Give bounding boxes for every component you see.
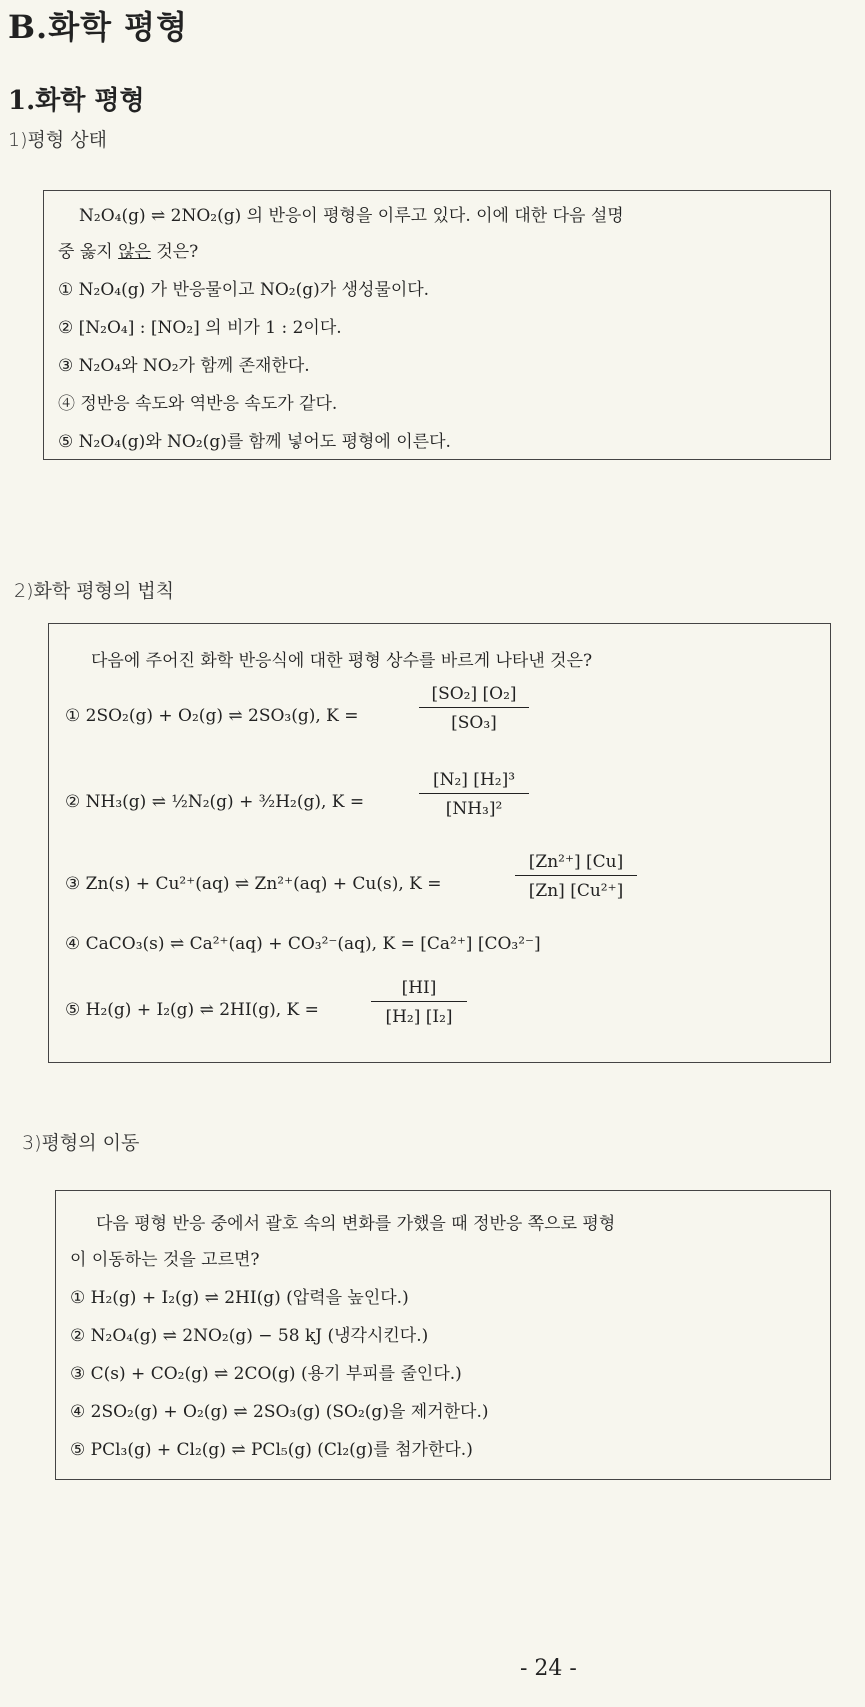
option-3: ③ N₂O₄와 NO₂가 함께 존재한다. [58, 356, 310, 376]
option-5: ⑤ N₂O₄(g)와 NO₂(g)를 함께 넣어도 평형에 이른다. [58, 432, 451, 452]
page-title: B.화학 평형 [8, 8, 188, 46]
option-5-fraction: $\frac{[HI]}{\text{[H₂] [I₂]}}$ [371, 978, 467, 1027]
option-2: ② N₂O₄(g) ⇌ 2NO₂(g) − 58 kJ (냉각시킨다.) [70, 1326, 429, 1346]
option-1-fraction: $\frac{\text{[SO₂] [O₂]}}{\text{[SO₃]}}$ [419, 684, 529, 733]
page-number: - 24 - [520, 1656, 577, 1681]
option-3: ③ Zn(s) + Cu²⁺(aq) ⇌ Zn²⁺(aq) + Cu(s), K = [65, 874, 442, 894]
option-1: ① H₂(g) + I₂(g) ⇌ 2HI(g) (압력을 높인다.) [70, 1288, 409, 1308]
question-1-line-1: N₂O₄(g) ⇌ 2NO₂(g) 의 반응이 평형을 이루고 있다. 이에 대한 다음 설명 [79, 206, 624, 226]
option-3-fraction: $\frac{\text{[Zn²⁺] [Cu]}}{\text{[Zn] [Cu²⁺]}}$ [515, 852, 637, 901]
option-5: ⑤ PCl₃(g) + Cl₂(g) ⇌ PCl₅(g) (Cl₂(g)를 첨가한다.) [70, 1440, 473, 1460]
question-box-2 [48, 623, 831, 1063]
option-4: ④ 2SO₂(g) + O₂(g) ⇌ 2SO₃(g) (SO₂(g)을 제거한다.) [70, 1402, 489, 1422]
subsection-heading-2: 2)화학 평형의 법칙 [14, 580, 175, 602]
option-2: ② [N₂O₄] : [NO₂] 의 비가 1 : 2이다. [58, 318, 342, 338]
option-5: ⑤ H₂(g) + I₂(g) ⇌ 2HI(g), K = [65, 1000, 319, 1020]
option-2-fraction: $\frac{\text{[N₂] [H₂]³}}{\text{[NH₃]²}}$ [419, 770, 529, 819]
question-1-line-2: 중 옳지 않은 것은? [58, 242, 199, 262]
question-box-3 [55, 1190, 831, 1480]
option-4: ④ 정반응 속도와 역반응 속도가 같다. [58, 394, 338, 414]
option-2: ② NH₃(g) ⇌ ½N₂(g) + ³⁄₂H₂(g), K = [65, 792, 365, 812]
question-3-line-1: 다음 평형 반응 중에서 괄호 속의 변화를 가했을 때 정반응 쪽으로 평형 [96, 1214, 616, 1234]
option-3: ③ C(s) + CO₂(g) ⇌ 2CO(g) (용기 부피를 줄인다.) [70, 1364, 462, 1384]
option-1: ① 2SO₂(g) + O₂(g) ⇌ 2SO₃(g), K = [65, 706, 359, 726]
underlined-word: 않은 [118, 242, 151, 262]
subsection-heading-3: 3)평형의 이동 [22, 1132, 140, 1154]
question-2-text: 다음에 주어진 화학 반응식에 대한 평형 상수를 바르게 나타낸 것은? [91, 651, 593, 671]
question-box-1 [43, 190, 831, 460]
option-4: ④ CaCO₃(s) ⇌ Ca²⁺(aq) + CO₃²⁻(aq), K = [Ca²⁺] [CO₃²⁻] [65, 934, 541, 954]
option-1: ① N₂O₄(g) 가 반응물이고 NO₂(g)가 생성물이다. [58, 280, 430, 300]
subsection-heading-1: 1)평형 상태 [8, 129, 107, 151]
section-title: 1.화학 평형 [8, 86, 145, 116]
question-3-line-2: 이 이동하는 것을 고르면? [70, 1250, 260, 1270]
